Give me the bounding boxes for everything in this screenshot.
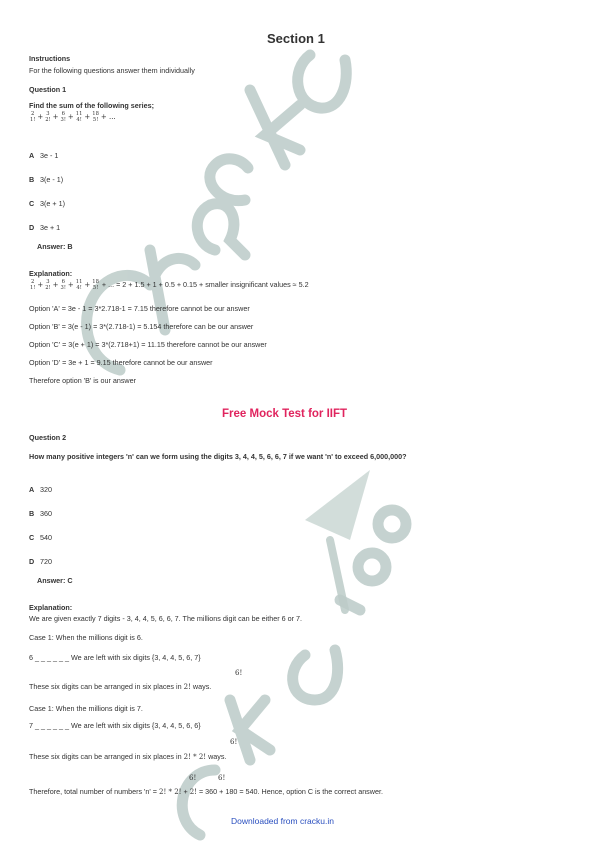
q2-total-line: Therefore, total number of numbers 'n' = 2! * 2! + 2! = 360 + 180 = 540. Hence, option C is the correct answer. <box>29 787 383 796</box>
free-mock-test-link[interactable]: Free Mock Test for IIFT <box>222 408 348 420</box>
q2-total-numerator-2: 6! <box>218 774 226 782</box>
q1-explanation-series: 2 1! + 3 2! + 6 3! + 11 4! + 18 5! + ... = 2 + 1.5 + 1 + 0.5 + 0.15 + smaller insignificant values ≈ 5.2 <box>30 279 309 291</box>
q1-explanation-sum: + ... = 2 + 1.5 + 1 + 0.5 + 0.15 + smaller insignificant values ≈ 5.2 <box>101 279 309 289</box>
q1-option-a[interactable]: A 3e - 1 <box>29 151 59 160</box>
q1-answer: Answer: B <box>37 242 73 251</box>
question-1-prompt: Find the sum of the following series; <box>29 101 154 110</box>
q2-case2-line: 7 _ _ _ _ _ _ We are left with six digits {3, 4, 4, 5, 6, 6} <box>29 721 201 730</box>
q2-case2-numerator: 6! <box>230 738 238 746</box>
footer-download-link[interactable]: Downloaded from cracku.in <box>231 816 334 826</box>
q2-case1-numerator: 6! <box>235 669 243 677</box>
series-term: 11 4! <box>75 111 83 123</box>
q2-case2-arrangement: These six digits can be arranged in six places in 2! * 2! ways. <box>29 752 227 761</box>
series-term: 3 2! <box>45 111 51 123</box>
q2-answer: Answer: C <box>37 576 73 585</box>
series-term: 2 1! <box>30 111 36 123</box>
series-term: 6 3! <box>60 111 66 123</box>
q2-option-b[interactable]: B 360 <box>29 509 52 518</box>
series-term: 18 5! <box>92 111 99 123</box>
q2-option-c[interactable]: C 540 <box>29 533 52 542</box>
section-title: Section 1 <box>267 31 325 46</box>
question-1-label: Question 1 <box>29 85 67 94</box>
q1-exp-line: Option 'B' = 3(e - 1) = 3*(2.718-1) = 5.154 therefore can be our answer <box>29 322 254 331</box>
question-2-prompt: How many positive integers 'n' can we form using the digits 3, 4, 4, 5, 6, 6, 7 if we want 'n' to exceed 6,000,000? <box>29 452 407 461</box>
q2-case1-line: 6 _ _ _ _ _ _ We are left with six digits {3, 4, 4, 5, 6, 7} <box>29 653 201 662</box>
q2-case1-arrangement: These six digits can be arranged in six places in 2! ways. <box>29 682 212 691</box>
q2-option-d[interactable]: D 720 <box>29 557 52 566</box>
q2-case1-title: Case 1: When the millions digit is 6. <box>29 633 143 642</box>
q1-exp-line: Option 'C' = 3(e + 1) = 3*(2.718+1) = 11.15 therefore cannot be our answer <box>29 340 267 349</box>
q2-option-a[interactable]: A 320 <box>29 485 52 494</box>
instructions-heading: Instructions <box>29 54 71 63</box>
q2-exp-intro: We are given exactly 7 digits - 3, 4, 4, 5, 6, 6, 7. The millions digit can be either 6 or 7. <box>29 614 303 623</box>
q2-explanation-heading: Explanation: <box>29 603 73 612</box>
q2-total-numerator-1: 6! <box>189 774 197 782</box>
q1-exp-line: Option 'A' = 3e - 1 = 3*2.718-1 = 7.15 therefore cannot be our answer <box>29 304 250 313</box>
q1-option-b[interactable]: B 3(e - 1) <box>29 175 64 184</box>
q1-explanation-heading: Explanation: <box>29 269 73 278</box>
q2-case2-title: Case 1: When the millions digit is 7. <box>29 704 143 713</box>
instructions-text: For the following questions answer them individually <box>29 66 195 75</box>
q1-option-d[interactable]: D 3e + 1 <box>29 223 61 232</box>
q1-exp-line: Therefore option 'B' is our answer <box>29 376 137 385</box>
series-tail: + ... <box>100 112 116 121</box>
question-2-label: Question 2 <box>29 433 67 442</box>
question-1-series: 2 1! + 3 2! + 6 3! + 11 4! + 18 5! + ... <box>30 111 116 123</box>
q1-exp-line: Option 'D' = 3e + 1 = 9.15 therefore cannot be our answer <box>29 358 213 367</box>
q1-option-c[interactable]: C 3(e + 1) <box>29 199 65 208</box>
